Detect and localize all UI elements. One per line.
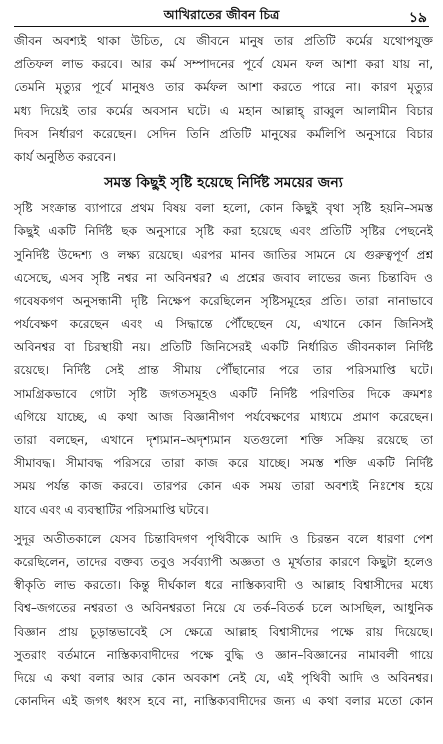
paragraph-2 xyxy=(14,197,433,522)
text-line: করেছিলেন, তাদের বক্তব্য তবুও সর্বব্যাপী অজ্ঞতা ও মূর্খতার কারণে কিছুটা হলেও xyxy=(14,554,433,569)
text-line: কিছুই একটি নির্দিষ্ট ছক অনুসারে সৃষ্টি করা হয়েছে এবং প্রতিটি সৃষ্টির পেছনেই xyxy=(14,224,433,239)
text-line: এসেছে, এসব সৃষ্টি নশ্বর না অবিনশ্বর? এ প্রশ্নের জবাব লাভের জন্য চিন্তাবিদ ও xyxy=(14,270,433,285)
text-line: দিবস নির্ধারণ করেছেন। সেদিন তিনি প্রতিটি মানুষের কর্মলিপি অনুসারে বিচার xyxy=(14,126,433,141)
running-header xyxy=(14,6,429,27)
text-line: বিজ্ঞান প্রায় চূড়ান্তভাবেই সে ক্ষেত্রে আল্লাহ বিশ্বাসীদের পক্ষে রায় দিয়েছে। xyxy=(14,624,433,639)
header-title: আখিরাতের জীবন চিত্র xyxy=(163,7,280,22)
paragraph-1 xyxy=(14,30,433,169)
text-line: প্রতিফল লাভ করবে। আর কর্ম সম্পাদনের পূর্বে যেমন ফল আশা করা যায় না, xyxy=(14,57,433,72)
text-line: জীবন অবশ্যই থাকা উচিত, যে জীবনে মানুষ তার প্রতিটি কর্মের যথোপযুক্ত xyxy=(14,34,433,48)
text-line: যাবে এবং এ ব্যবস্থাটির পরিসমাপ্তি ঘটবে। xyxy=(14,502,209,517)
text-line: সময় পর্যন্ত কাজ করবে। তারপর কোন এক সময় তারা অবশ্যই নিঃশেষ হয়ে xyxy=(14,479,433,494)
text-line: দিয়ে এ কথা বলার আর কোন অবকাশ নেই যে, এই পৃথিবী আদি ও অবিনশ্বর। xyxy=(14,670,433,685)
text-line: সুতরাং বর্তমানে নাস্তিক্যবাদীদের পক্ষে বুদ্ধি ও জ্ঞান–বিজ্ঞানের নামাবলী গায়ে xyxy=(14,647,433,662)
paragraph-3 xyxy=(14,528,433,714)
text-line: অবিনশ্বর বা চিরস্থায়ী নয়। প্রতিটি জিনিসেরই একটি নির্ধারিত জীবনকাল নির্দিষ্ট xyxy=(14,340,433,355)
text-line: স্বীকৃতি লাভ করতো। কিন্তু দীর্ঘকাল ধরে নাস্তিক্যবাদী ও আল্লাহ বিশ্বাসীদের মধ্যে xyxy=(14,578,433,593)
text-line: তারা বলছেন, এখানে দৃশ্যমান–অদৃশ্যমান যতগুলো শক্তি সক্রিয় রয়েছে তা xyxy=(14,433,433,447)
page-body xyxy=(14,30,433,713)
text-line: বিশ্ব–জগতের নশ্বরতা ও অবিনশ্বরতা নিয়ে যে তর্ক–বিতর্ক চলে আসছিল, আধুনিক xyxy=(14,601,433,616)
text-line: সৃষ্টি সংক্রান্ত ব্যাপারে প্রথম বিষয় বলা হলো, কোন কিছুই বৃথা সৃষ্টি হয়নি–সমস্ত xyxy=(14,201,433,216)
text-line: সুনির্দিষ্ট উদ্দেশ্য ও লক্ষ্য রয়েছে। এরপর মানব জাতির সামনে যে গুরুত্বপূর্ণ প্রশ্ন xyxy=(14,247,433,262)
text-line: সামগ্রিকভাবে গোটা সৃষ্টি জগতসমূহও একটি নির্দিষ্ট পরিণতির দিকে ক্রমশঃ xyxy=(14,386,433,401)
text-line: পর্যবেক্ষণ করেছেন এবং এ সিদ্ধান্তে পৌঁছেছেন যে, এখানে কোন জিনিসই xyxy=(14,317,433,332)
text-line: এগিয়ে যাচ্ছে, এ কথা আজ বিজ্ঞানীগণ পর্যবেক্ষণের মাধ্যমে প্রমাণ করেছেন। xyxy=(14,409,433,424)
text-line: কার্য অনুষ্ঠিত করবেন। xyxy=(14,149,116,164)
text-line: তেমনি মৃত্যুর পূর্বে মানুষও তার কর্মফল আশা করতে পারে না। কারণ মৃত্যুর xyxy=(14,80,433,95)
text-line: সীমাবদ্ধ। সীমাবদ্ধ পরিসরে তারা কাজ করে যাচ্ছে। সমস্ত শক্তি একটি নির্দিষ্ট xyxy=(14,456,433,471)
section-heading: সমস্ত কিছুই সৃষ্টি হয়েছে নির্দিষ্ট সময়ের জন্য xyxy=(104,175,343,192)
text-line: গবেষকগণ অনুসন্ধানী দৃষ্টি নিক্ষেপ করেছিলেন সৃষ্টিসমূহের প্রতি। তারা নানাভাবে xyxy=(14,293,433,308)
text-line: সুদূর অতীতকালে যেসব চিন্তাবিদগণ পৃথিবীকে আদি ও চিরন্তন বলে ধারণা পেশ xyxy=(14,531,433,546)
text-line: কোনদিন এই জগৎ ধ্বংস হবে না, নাস্তিক্যবাদীদের জন্য এ কথা বলার মতো কোন xyxy=(14,694,433,709)
text-line: মধ্য দিয়েই তার কর্মের অবসান ঘটে। এ মহান আল্লাহ্ রাব্বুল আলামীন বিচার xyxy=(14,103,433,118)
text-line: রয়েছে। নির্দিষ্ট সেই প্রান্ত সীমায় পৌঁছানোর পরে তার পরিসমাপ্তি ঘটে। xyxy=(14,363,433,378)
page-number: ১৯ xyxy=(408,10,427,26)
